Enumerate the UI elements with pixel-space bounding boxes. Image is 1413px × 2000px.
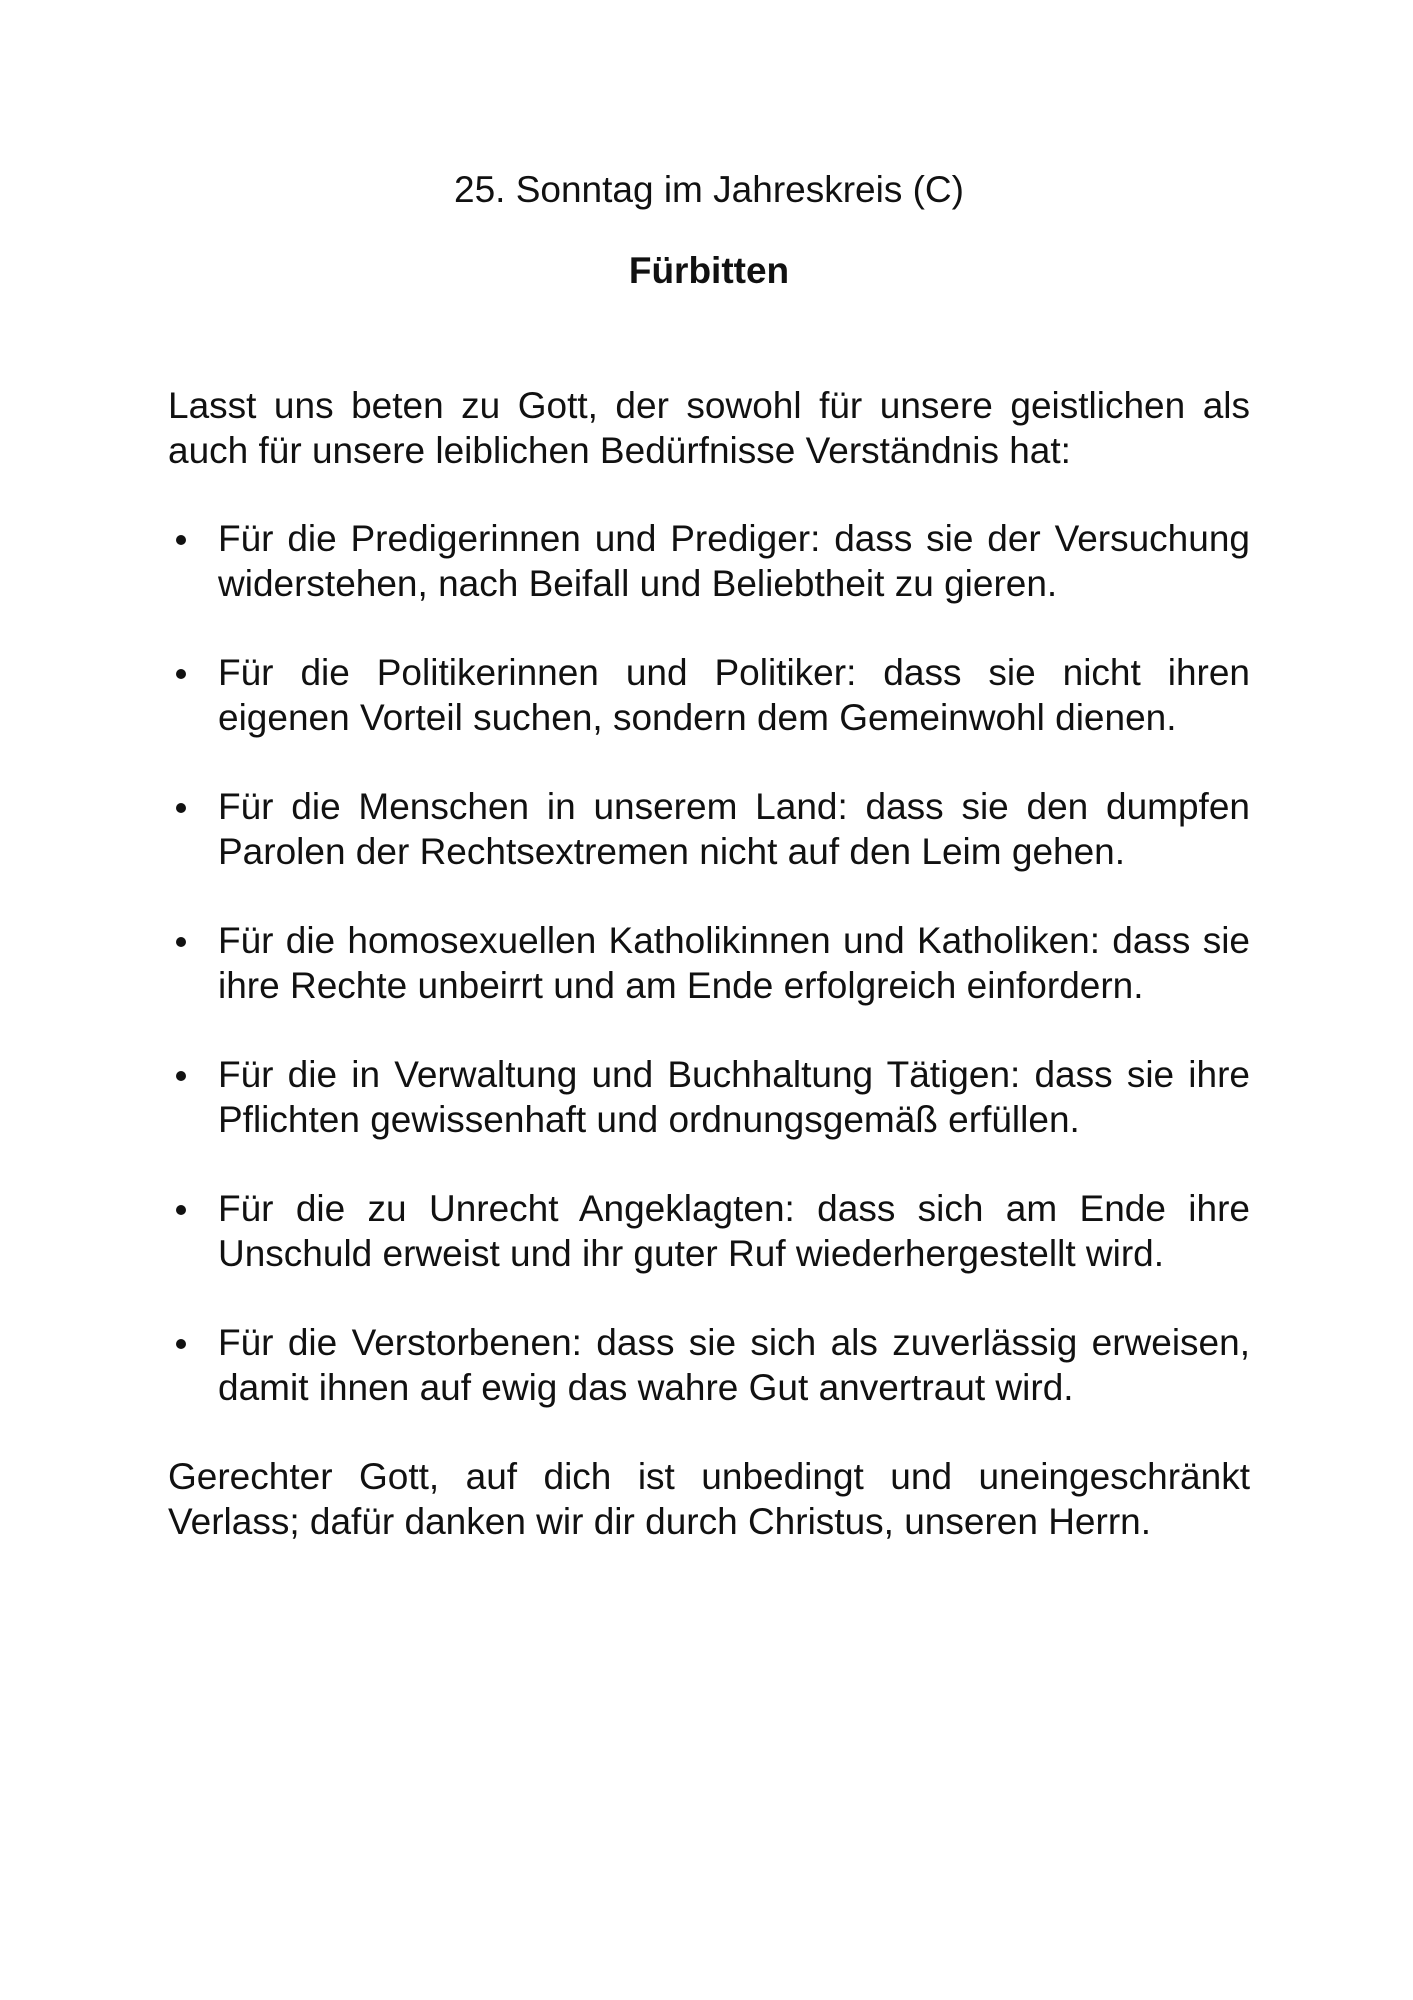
document-title: Fürbitten xyxy=(628,250,790,291)
intercession-item xyxy=(168,1052,1250,1142)
bullet-icon xyxy=(176,1339,186,1349)
intercession-text: Für die Politikerinnen und Politiker: dass sie nicht ihren eigenen Vorteil suchen, sondern dem Gemeinwohl dienen. xyxy=(218,652,1250,738)
intercession-text: Für die in Verwaltung und Buchhaltung Tätigen: dass sie ihre Pflichten gewissenhaft und ordnungsgemäß erfüllen. xyxy=(218,1054,1250,1140)
bullet-icon xyxy=(176,1071,186,1081)
bullet-icon xyxy=(176,669,186,679)
bullet-icon xyxy=(176,937,186,947)
intercession-text: Für die Verstorbenen: dass sie sich als zuverlässig erweisen, damit ihnen auf ewig das wahre Gut anvertraut wird. xyxy=(218,1322,1250,1408)
closing-paragraph: Gerechter Gott, auf dich ist unbedingt und uneingeschränkt Verlass; dafür danken wir dir durch Christus, unseren Herrn. xyxy=(168,1456,1250,1542)
intercession-list xyxy=(168,516,1250,1410)
intercession-item xyxy=(168,1320,1250,1410)
intercession-text: Für die Predigerinnen und Prediger: dass sie der Versuchung widerstehen, nach Beifall und Beliebtheit zu gieren. xyxy=(218,518,1250,604)
bullet-icon xyxy=(176,1205,186,1215)
intercession-item xyxy=(168,784,1250,874)
intercession-item xyxy=(168,516,1250,606)
bullet-icon xyxy=(176,535,186,545)
document-subtitle: 25. Sonntag im Jahreskreis (C) xyxy=(454,169,964,210)
introduction-paragraph: Lasst uns beten zu Gott, der sowohl für unsere geistlichen als auch für unsere leiblichen Bedürfnisse Verständnis hat: xyxy=(168,385,1250,471)
bullet-icon xyxy=(176,803,186,813)
intercession-item xyxy=(168,1186,1250,1276)
intercession-text: Für die homosexuellen Katholikinnen und Katholiken: dass sie ihre Rechte unbeirrt und am Ende erfolgreich einfordern. xyxy=(218,920,1250,1006)
intercession-text: Für die zu Unrecht Angeklagten: dass sich am Ende ihre Unschuld erweist und ihr guter Ruf wiederhergestellt wird. xyxy=(218,1188,1250,1274)
intercession-text: Für die Menschen in unserem Land: dass sie den dumpfen Parolen der Rechtsextremen nicht auf den Leim gehen. xyxy=(218,786,1250,872)
intercession-item xyxy=(168,650,1250,740)
intercession-item xyxy=(168,918,1250,1008)
document-body xyxy=(168,166,1250,1544)
